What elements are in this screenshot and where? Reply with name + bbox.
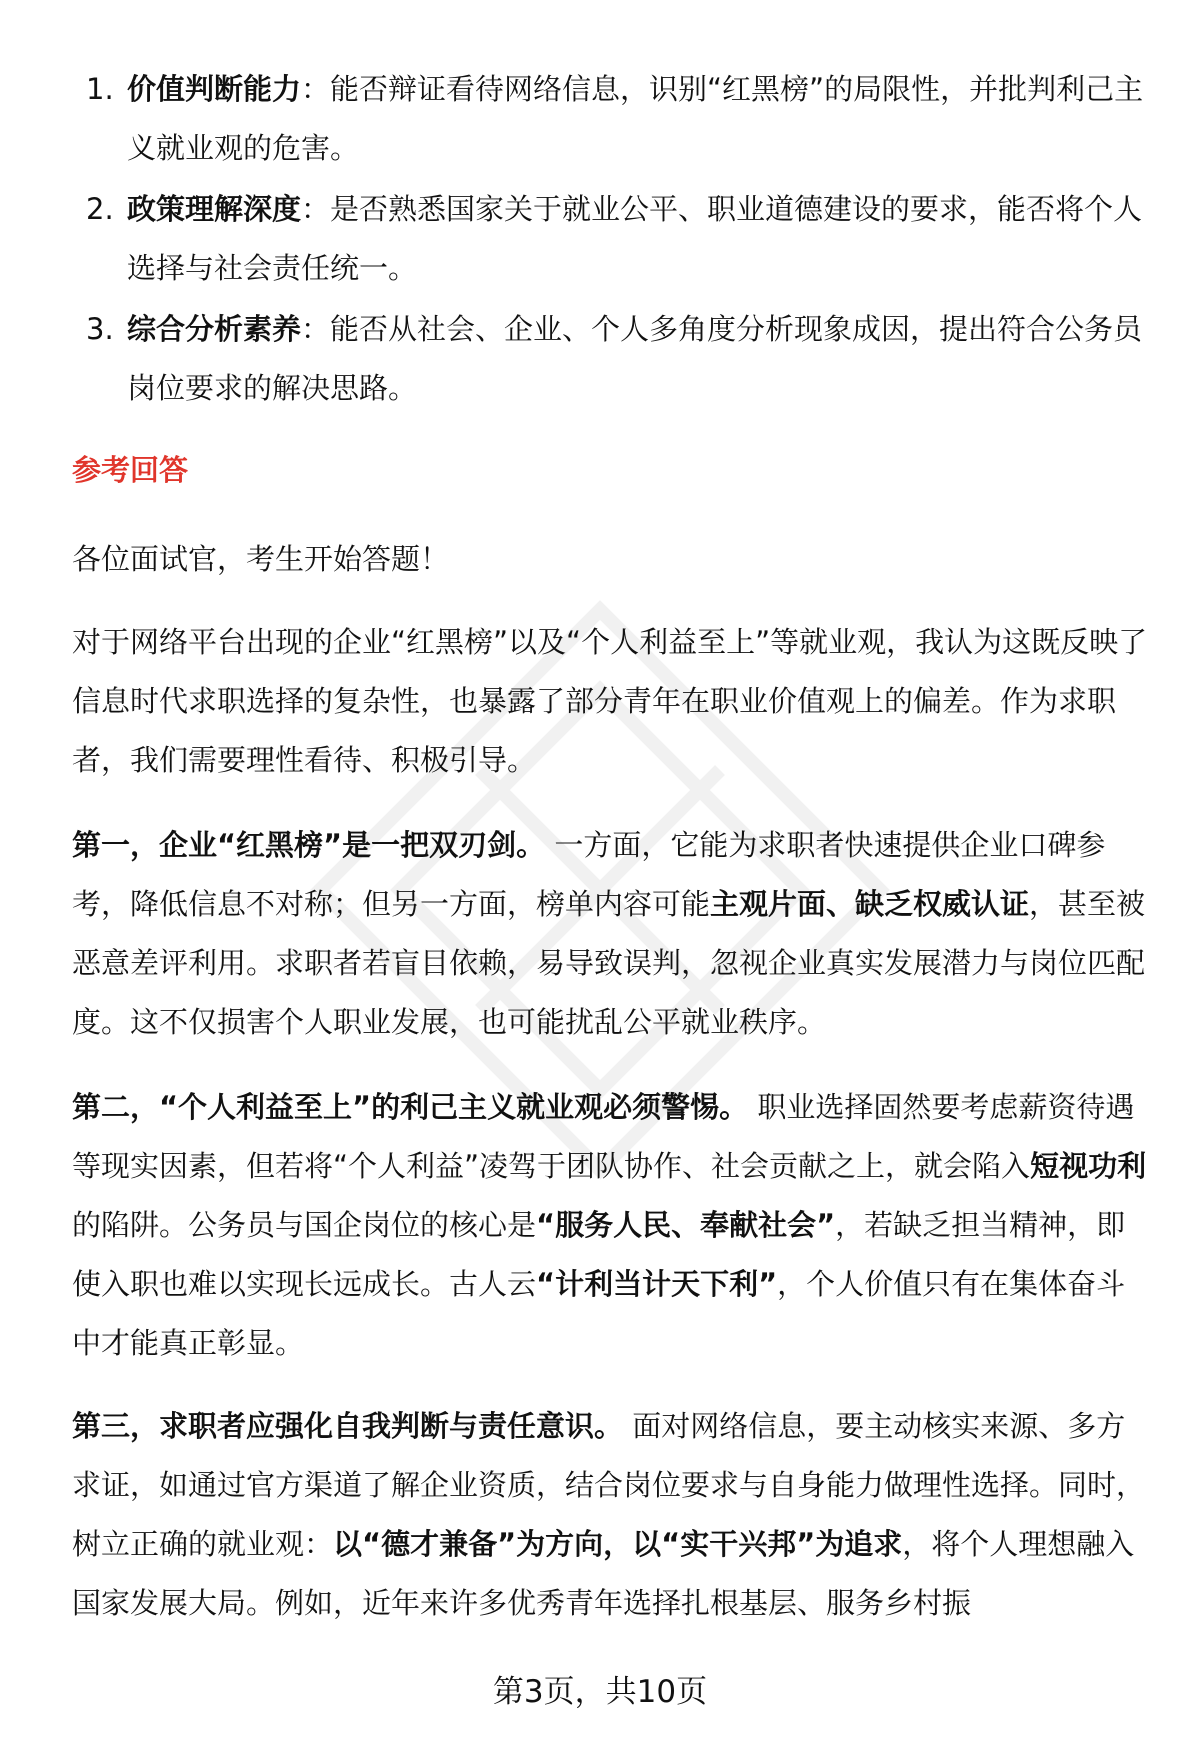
criteria-text: ：能否从社会、企业、个人多角度分析现象成因，提出符合公务员岗位要求的解决思路。 bbox=[127, 312, 1143, 405]
intro-paragraph: 对于网络平台出现的企业“红黑榜”以及“个人利益至上”等就业观，我认为这既反映了信息时代求职选择的复杂性，也暴露了部分青年在职业价值观上的偏差。作为求职者，我们需要理性看待、积极引导。 bbox=[72, 625, 1148, 777]
list-item: 1. 价值判断能力：能否辩证看待网络信息，识别“红黑榜”的局限性，并批判利己主义就业观的危害。 bbox=[86, 72, 1144, 165]
greeting-paragraph: 各位面试官，考生开始答题！ bbox=[72, 542, 450, 576]
criteria-text: ：能否辩证看待网络信息，识别“红黑榜”的局限性，并批判利己主义就业观的危害。 bbox=[127, 72, 1144, 165]
criteria-title: 政策理解深度 bbox=[127, 192, 302, 226]
page-number: 第3页，共10页 bbox=[492, 1674, 708, 1710]
point-two-lead: 第二，“个人利益至上”的利己主义就业观必须警惕。 bbox=[72, 1090, 749, 1124]
point-one-paragraph: 第一，企业“红黑榜”是一把双刃剑。 一方面，它能为求职者快速提供企业口碑参考，降低信息不对称；但另一方面，榜单内容可能主观片面、缺乏权威认证，甚至被恶意差评利用。求职者若盲目依赖，易导致误判，忽视企业真实发展潜力与岗位匹配度。这不仅损害个人职业发展，也可能扰乱公平就业秩序。 bbox=[72, 828, 1146, 1039]
criteria-list bbox=[72, 60, 1152, 420]
criteria-title: 综合分析素养 bbox=[127, 312, 302, 346]
point-three-lead: 第三，求职者应强化自我判断与责任意识。 bbox=[72, 1409, 624, 1443]
answer-heading: 参考回答 bbox=[72, 453, 189, 487]
criteria-text: ：是否熟悉国家关于就业公平、职业道德建设的要求，能否将个人选择与社会责任统一。 bbox=[127, 192, 1143, 285]
point-one-lead: 第一，企业“红黑榜”是一把双刃剑。 bbox=[72, 828, 546, 862]
point-two-paragraph: 第二，“个人利益至上”的利己主义就业观必须警惕。 职业选择固然要考虑薪资待遇等现实因素，但若将“个人利益”凌驾于团队协作、社会贡献之上，就会陷入短视功利的陷阱。公务员与国企岗位的核心是“服务人民、奉献社会”，若缺乏担当精神，即使入职也难以实现长远成长。古人云“计利当计天下利”，个人价值只有在集体奋斗中才能真正彰显。 bbox=[72, 1090, 1147, 1360]
point-three-paragraph: 第三，求职者应强化自我判断与责任意识。 面对网络信息，要主动核实来源、多方求证，如通过官方渠道了解企业资质，结合岗位要求与自身能力做理性选择。同时，树立正确的就业观：以“德才兼备”为方向，以“实干兴邦”为追求，将个人理想融入国家发展大局。例如，近年来许多优秀青年选择扎根基层、服务乡村振 bbox=[72, 1409, 1146, 1620]
list-item: 3. 综合分析素养：能否从社会、企业、个人多角度分析现象成因，提出符合公务员岗位要求的解决思路。 bbox=[86, 312, 1143, 405]
criteria-title: 价值判断能力 bbox=[127, 72, 302, 106]
list-item: 2. 政策理解深度：是否熟悉国家关于就业公平、职业道德建设的要求，能否将个人选择与社会责任统一。 bbox=[86, 192, 1143, 285]
